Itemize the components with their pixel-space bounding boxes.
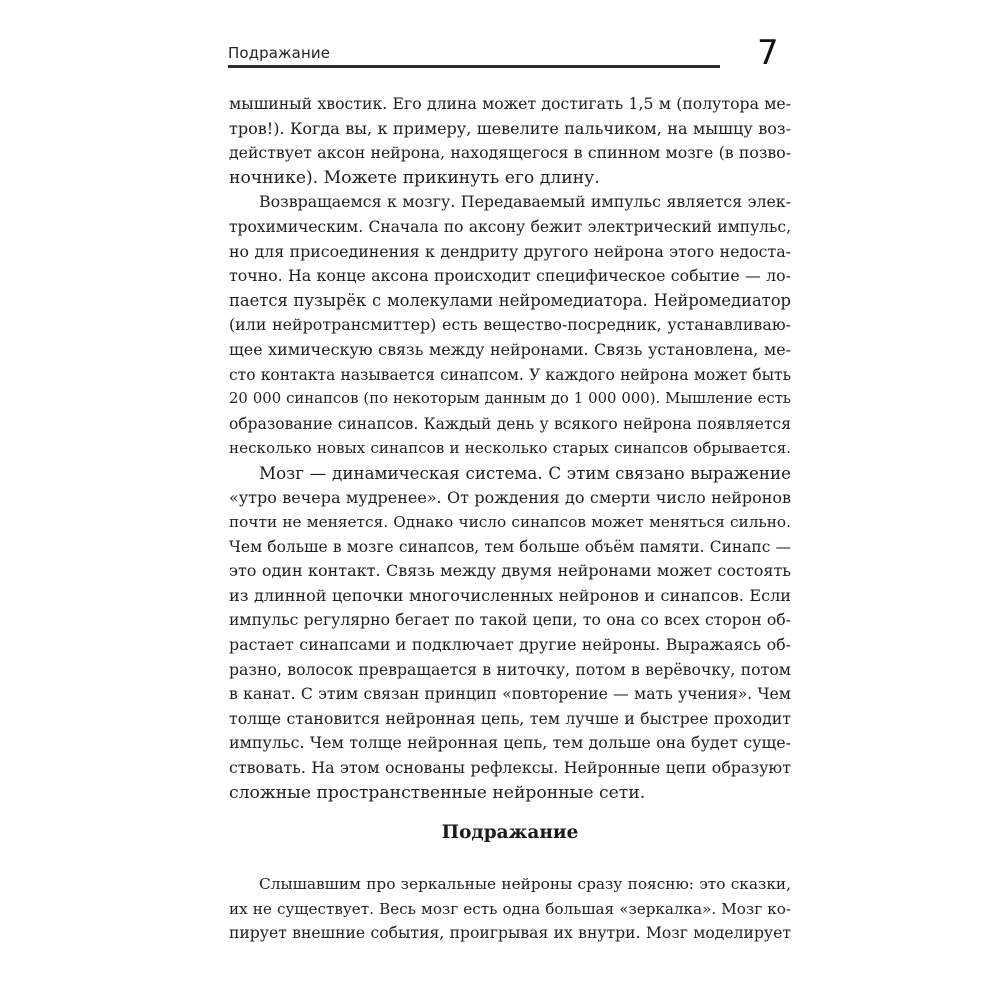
text-line: импульс регулярно бегает по такой цепи, то она со всех сторон об- — [229, 610, 791, 630]
text-line: ночнике). Можете прикинуть его длину. — [229, 167, 600, 188]
running-title: Подражание — [228, 44, 331, 62]
text-line: действует аксон нейрона, находящегося в спинном мозге (в позво- — [229, 143, 791, 163]
text-line: сложные пространственные нейронные сети. — [229, 782, 646, 803]
section-body-text — [229, 872, 791, 946]
text-line: 20 000 синапсов (по некоторым данным до 1 000 000). Мышление есть — [229, 390, 791, 408]
body-text — [229, 92, 791, 805]
text-line: Мозг — динамическая система. С этим связано выражение — [259, 462, 791, 483]
text-line: мышиный хвостик. Его длина может достигать 1,5 м (полутора ме- — [229, 94, 791, 113]
text-line: ствовать. На этом основаны рефлексы. Нейронные цепи образуют — [229, 758, 791, 778]
text-line: почти не меняется. Однако число синапсов может меняться сильно. — [229, 513, 791, 532]
page-number: 7 — [757, 33, 779, 73]
text-line: но для присоединения к дендриту другого нейрона этого недоста- — [229, 241, 791, 261]
text-line: их не существует. Весь мозг есть одна большая «зеркалка». Мозг ко- — [229, 899, 791, 918]
section-heading: Подражание — [441, 822, 579, 843]
text-line: сто контакта называется синапсом. У каждого нейрона может быть — [229, 365, 791, 384]
text-line: разно, волосок превращается в ниточку, потом в верёвочку, потом — [229, 659, 791, 679]
text-line: из длинной цепочки многочисленных нейронов и синапсов. Если — [229, 585, 791, 605]
text-line: пирует внешние события, проигрывая их внутри. Мозг моделирует — [229, 924, 791, 943]
text-line: пается пузырёк с молекулами нейромедиатора. Нейромедиатор — [229, 290, 791, 310]
text-line: образование синапсов. Каждый день у всякого нейрона появляется — [229, 414, 791, 433]
text-line: тров!). Когда вы, к примеру, шевелите пальчиком, на мышцу воз- — [229, 118, 791, 138]
text-line: Чем больше в мозге синапсов, тем больше объём памяти. Синапс — — [229, 537, 791, 556]
text-line: несколько новых синапсов и несколько старых синапсов обрывается. — [229, 439, 791, 458]
text-line: растает синапсами и подключает другие нейроны. Выражаясь об- — [229, 635, 791, 655]
text-line: толще становится нейронная цепь, тем лучше и быстрее проходит — [229, 708, 791, 728]
text-line: «утро вечера мудренее». От рождения до смерти число нейронов — [229, 487, 791, 507]
text-line: это один контакт. Связь между двумя нейронами может состоять — [229, 561, 791, 581]
text-line: щее химическую связь между нейронами. Связь установлена, ме- — [229, 339, 791, 359]
text-line: Слышавшим про зеркальные нейроны сразу поясню: это сказки, — [259, 875, 791, 893]
text-line: точно. На конце аксона происходит специфическое событие — ло- — [229, 266, 791, 286]
text-line: импульс. Чем толще нейронная цепь, тем дольше она будет суще- — [229, 733, 791, 753]
text-line: в канат. С этим связан принцип «повторение — мать учения». Чем — [229, 684, 791, 704]
text-line: Возвращаемся к мозгу. Передаваемый импульс является элек- — [259, 192, 791, 212]
text-line: трохимическим. Сначала по аксону бежит электрический импульс, — [229, 217, 791, 236]
running-header — [228, 40, 720, 70]
header-rule — [228, 65, 720, 68]
text-line: (или нейротрансмиттер) есть вещество-посредник, устанавливаю- — [229, 315, 791, 335]
